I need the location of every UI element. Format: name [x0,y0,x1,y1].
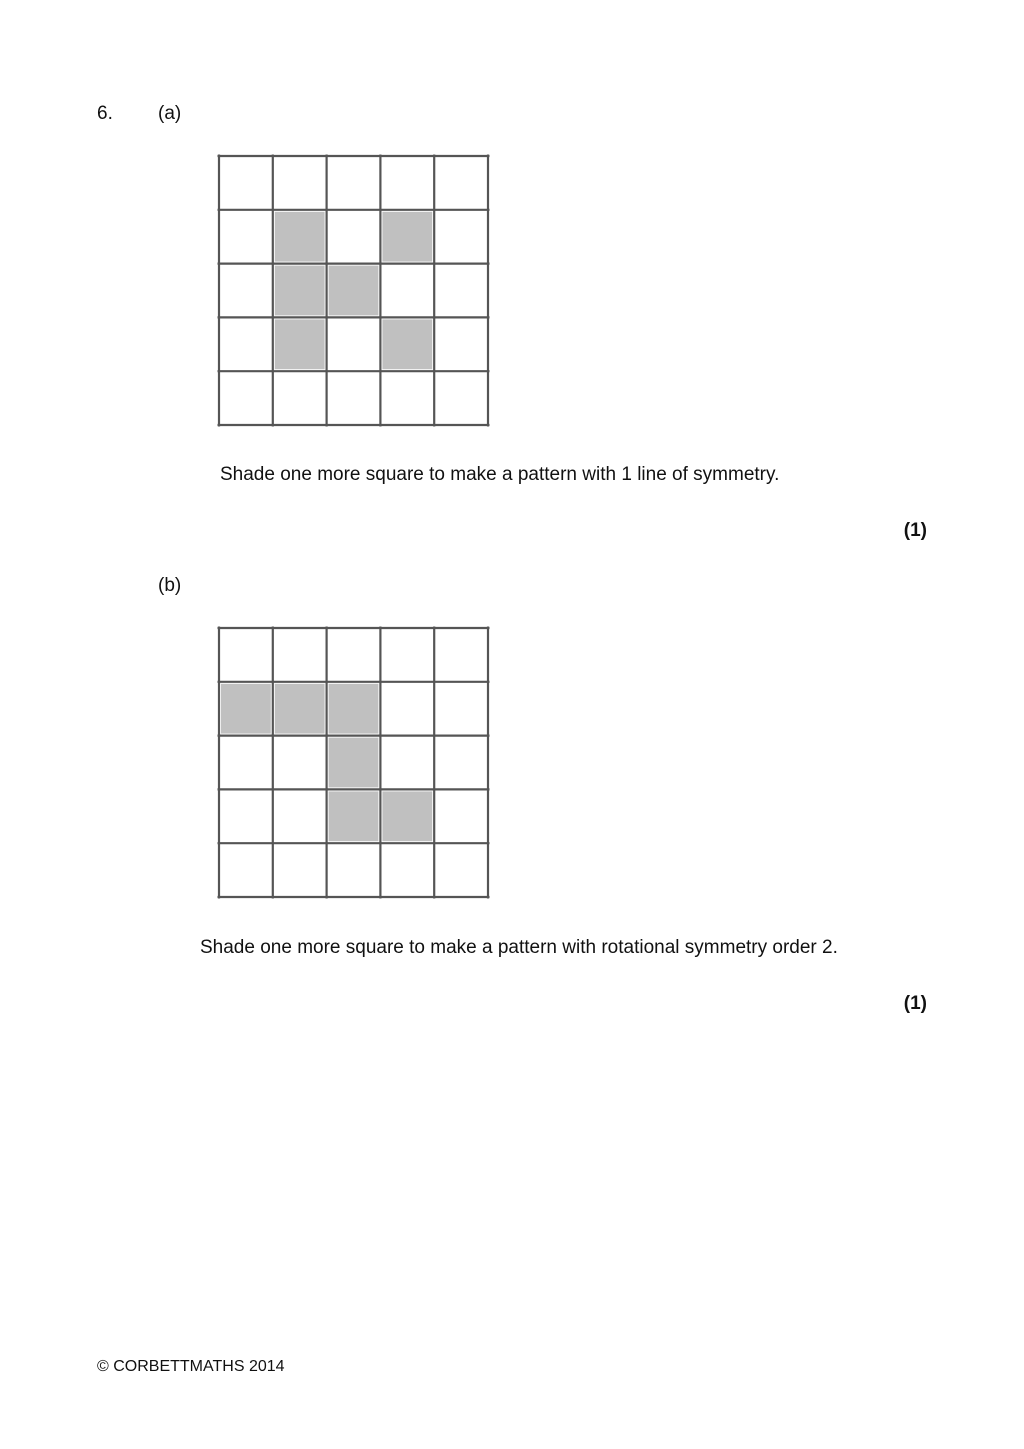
part-b-label: (b) [158,575,182,596]
shaded-cell [221,684,271,734]
shaded-cell [275,319,325,369]
shaded-cell [382,212,432,262]
question-number: 6. [97,103,113,124]
part-a-marks: (1) [903,520,927,541]
part-b-instruction: Shade one more square to make a pattern with rotational symmetry order 2. [200,937,838,958]
shaded-cell [275,212,325,262]
part-b-marks: (1) [903,993,927,1014]
shaded-cell [275,266,325,316]
shaded-cell [329,684,379,734]
shaded-cell [329,791,379,841]
shaded-cell [329,266,379,316]
part-a-label: (a) [158,103,182,124]
part-a-grid[interactable] [214,151,496,431]
shaded-cell [382,791,432,841]
shaded-cell [275,684,325,734]
part-b-grid[interactable] [214,623,496,903]
part-a-instruction: Shade one more square to make a pattern with 1 line of symmetry. [220,464,780,485]
copyright-footer: © CORBETTMATHS 2014 [97,1358,285,1375]
shaded-cell [382,319,432,369]
shaded-cell [329,738,379,788]
